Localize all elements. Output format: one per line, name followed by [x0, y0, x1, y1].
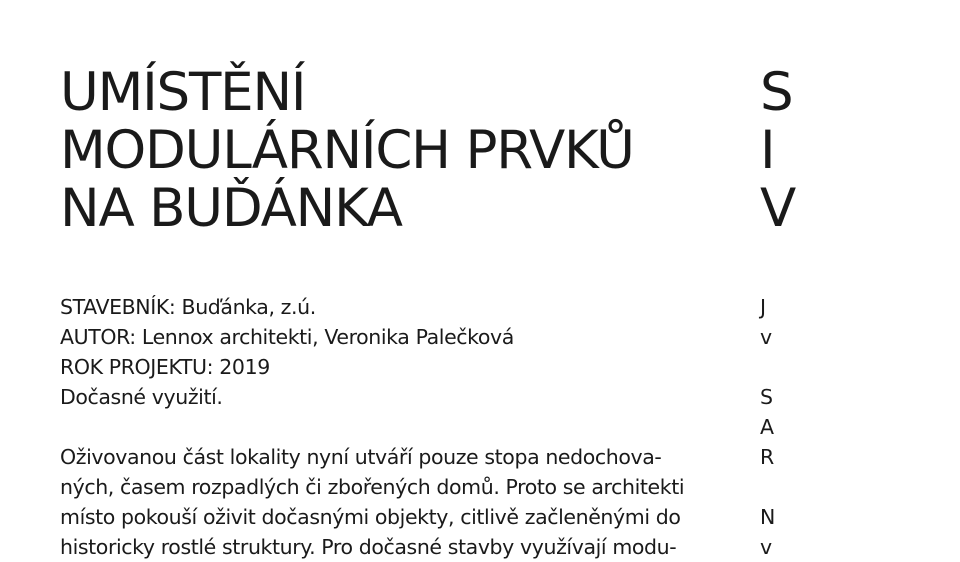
paragraph-line: ných, časem rozpadlých či zbořených domů. Proto se architekti [60, 475, 685, 499]
next-title-line: S [760, 62, 793, 123]
next-title-line: V [760, 178, 796, 239]
meta-rok: ROK PROJEKTU: 2019 [60, 355, 270, 379]
title-line: MODULÁRNÍCH PRVKŮ [60, 120, 634, 181]
title-line: UMÍSTĚNÍ [60, 62, 306, 123]
title-line: NA BUĎÁNKA [60, 178, 402, 239]
next-title-line: I [760, 120, 775, 181]
next-article-title [760, 64, 960, 238]
next-text-line: R [760, 445, 775, 469]
next-text-line: A [760, 415, 775, 439]
article-column [60, 64, 720, 562]
meta-vyuziti: Dočasné využití. [60, 385, 223, 409]
next-text-group [760, 292, 960, 352]
article-title [60, 64, 720, 238]
next-text-line: S [760, 385, 774, 409]
paragraph-line: místo pokouší oživit dočasnými objekty, citlivě začleněnými do [60, 505, 681, 529]
article-paragraph [60, 442, 720, 562]
next-text-line: J [760, 295, 767, 319]
meta-stavebnik: STAVEBNÍK: Buďánka, z.ú. [60, 295, 316, 319]
meta-autor: AUTOR: Lennox architekti, Veronika Palečková [60, 325, 514, 349]
paragraph-line: historicky rostlé struktury. Pro dočasné stavby využívají modu- [60, 535, 677, 559]
project-meta [60, 292, 720, 412]
paragraph-line: Oživovanou část lokality nyní utváří pouze stopa nedochova- [60, 445, 662, 469]
next-text-group [760, 502, 960, 562]
next-article-column [760, 64, 960, 562]
next-text-group [760, 382, 960, 472]
next-text-line: v [760, 535, 773, 559]
next-text-line: N [760, 505, 776, 529]
next-text-line: v [760, 325, 773, 349]
